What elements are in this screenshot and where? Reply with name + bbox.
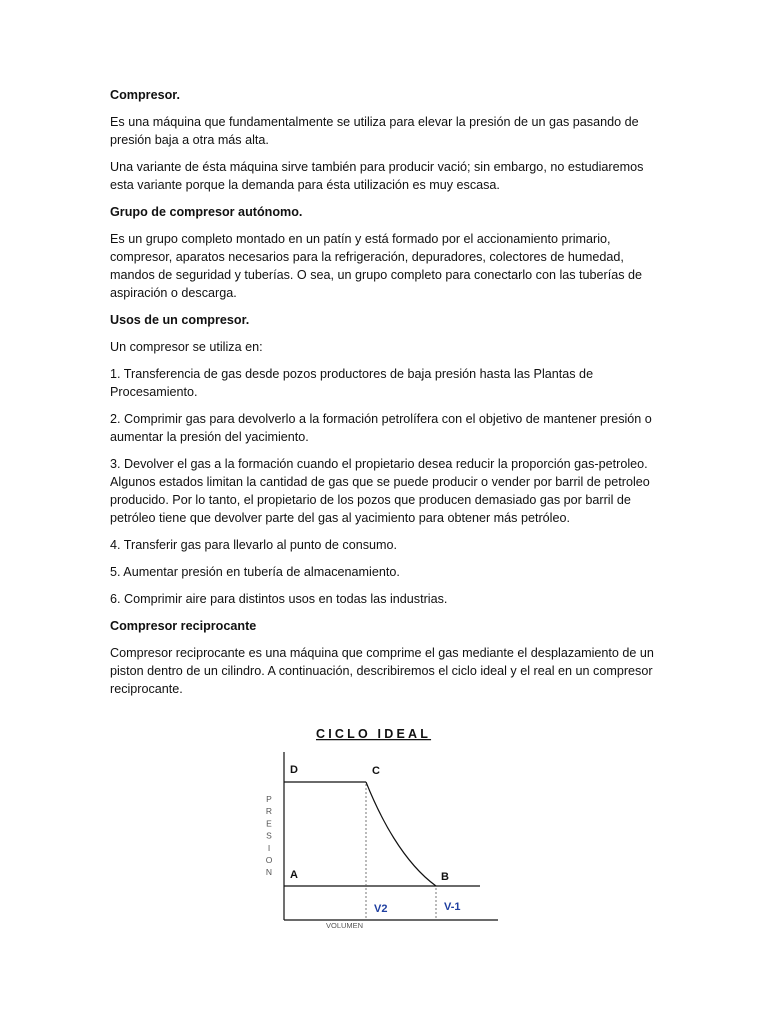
y-axis-label-letter: O [265, 855, 273, 865]
point-d-label: D [290, 764, 298, 776]
body-paragraph: Es un grupo completo montado en un patín y está formado por el accionamiento primario, compresor, aparatos necesarios para la refrigeración, depuradores, colectores de humedad, mandos de seguridad y tuberías. O sea, un grupo completo para conectarlo con las tuberías de aspiración o descarga. [110, 232, 643, 300]
y-axis-label [266, 794, 273, 877]
point-c-label: C [372, 765, 380, 777]
body-paragraph: Una variante de ésta máquina sirve también para producir vació; sin embargo, no estudiaremos esta variante porque la demanda para ésta utilización es muy escasa. [110, 160, 644, 192]
y-axis-label-letter: E [266, 818, 272, 829]
body-paragraph: Un compresor se utiliza en: [110, 340, 263, 354]
body-paragraph: 4. Transferir gas para llevarlo al punto de consumo. [110, 538, 398, 552]
section-heading: Compresor reciprocante [110, 619, 257, 633]
y-axis-label-letter: S [266, 830, 272, 841]
body-paragraph: 6. Comprimir aire para distintos usos en todas las industrias. [110, 592, 448, 606]
ideal-cycle-diagram [258, 722, 508, 934]
body-paragraph: 1. Transferencia de gas desde pozos productores de baja presión hasta las Plantas de Procesamiento. [110, 367, 594, 399]
section-heading: Compresor. [110, 88, 180, 102]
body-paragraph: 2. Comprimir gas para devolverlo a la formación petrolífera con el objetivo de mantener presión o aumentar la presión del yacimiento. [110, 412, 652, 444]
document-body [110, 86, 658, 707]
body-paragraph: Es una máquina que fundamentalmente se utiliza para elevar la presión de un gas pasando de presión baja a otra más alta. [110, 115, 639, 147]
body-paragraph: 5. Aumentar presión en tubería de almacenamiento. [110, 565, 400, 579]
y-axis-label-letter: P [266, 794, 272, 804]
body-paragraph: 3. Devolver el gas a la formación cuando el propietario desea reducir la proporción gas-petroleo. Algunos estados limitan la cantidad de gas que se puede producir o vender por barril de petroleo producido. Por lo tanto, el propietario de los pozos que producen demasiado gas por barril de petróleo tiene que devolver parte del gas al yacimiento para obtener más petróleo. [110, 457, 650, 525]
y-axis-label-letter: N [265, 867, 273, 878]
diagram-title: CICLO IDEAL [316, 727, 432, 741]
section-heading: Grupo de compresor autónomo. [110, 205, 303, 219]
y-axis-label-letter: I [267, 842, 271, 853]
y-axis-label-letter: R [265, 806, 273, 817]
body-paragraph: Compresor reciprocante es una máquina que comprime el gas mediante el desplazamiento de un piston dentro de un cilindro. A continuación, describiremos el ciclo ideal y el real en un compresor reciprocante. [110, 646, 654, 696]
section-heading: Usos de un compresor. [110, 313, 250, 327]
x-axis-label: VOLUMEN [326, 921, 364, 930]
volume-v1-label: V-1 [444, 901, 461, 913]
point-b-label: B [441, 871, 449, 883]
point-a-label: A [290, 869, 298, 881]
volume-v2-label: V2 [374, 903, 388, 915]
compression-curve [366, 782, 436, 886]
